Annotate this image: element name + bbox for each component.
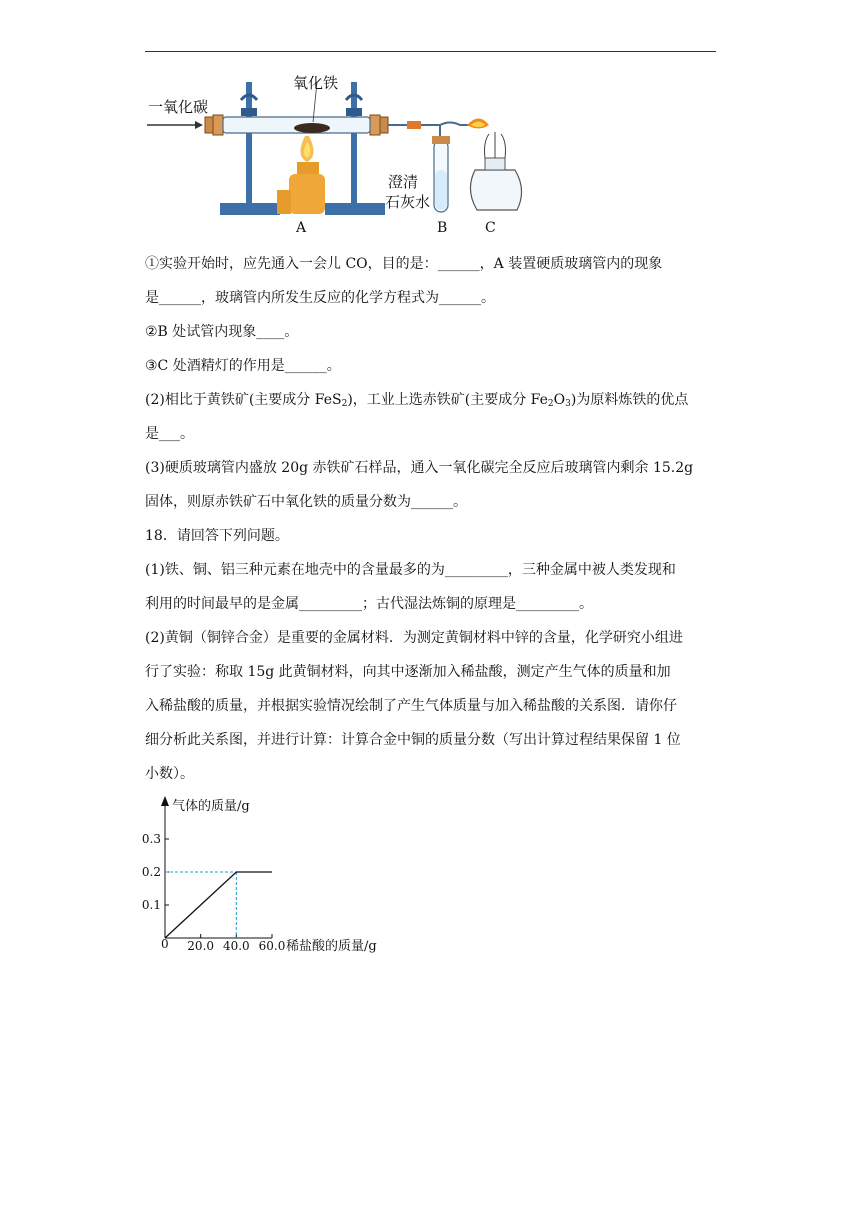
hard-glass-tube xyxy=(223,117,370,133)
label-b: B xyxy=(437,220,448,235)
q17-part1-line2: 是______，玻璃管内所发生反应的化学方程式为______。 xyxy=(145,290,495,306)
q17-part3: ③C 处酒精灯的作用是______。 xyxy=(145,358,341,374)
y-axis-label: 气体的质量/g xyxy=(172,799,250,814)
header-rule xyxy=(145,51,716,52)
left-stand-base xyxy=(220,203,280,215)
x-tick-label-1: 20.0 xyxy=(187,939,215,953)
label-limewater-1: 澄清 xyxy=(388,173,419,191)
alcohol-burner-a xyxy=(289,174,325,214)
label-a: A xyxy=(296,220,307,235)
q18-sub2-line4: 细分析此关系图，并进行计算：计算合金中铜的质量分数（写出计算过程结果保留 1 位 xyxy=(145,732,681,748)
alcohol-lamp-c xyxy=(470,170,521,210)
experiment-apparatus xyxy=(145,70,525,235)
label-co: 一氧化碳 xyxy=(148,98,209,116)
q18-sub2-line5: 小数）。 xyxy=(145,766,194,782)
q17-sub2-line2: 是___。 xyxy=(145,426,194,442)
right-stand-rod xyxy=(351,82,357,204)
right-clamp xyxy=(346,108,362,116)
y-tick-label-3: 0.3 xyxy=(141,832,161,846)
q17-sub2-line1: (2)相比于黄铁矿(主要成分 FeS$_2$)，工业上选赤铁矿(主要成分 $Fe_2O_3$)为原料炼铁的优点 xyxy=(145,392,689,409)
iron-oxide-sample xyxy=(294,123,330,133)
label-fe2o3: 氧化铁 xyxy=(293,74,339,92)
label-c: C xyxy=(485,220,496,235)
q17-sub3-line2: 固体，则原赤铁矿石中氧化铁的质量分数为______。 xyxy=(145,494,467,510)
y-tick-label-2: 0.2 xyxy=(141,865,161,879)
origin-label: 0 xyxy=(161,937,169,951)
x-axis-label: 稀盐酸的质量/g xyxy=(286,939,377,954)
series-line-1 xyxy=(165,872,272,938)
label-limewater-2: 石灰水 xyxy=(385,193,431,211)
q18-sub2-line2: 行了实验：称取 15g 此黄铜材料，向其中逐渐加入稀盐酸，测定产生气体的质量和加 xyxy=(145,664,671,680)
q17-part1-line1: ①实验开始时，应先通入一会儿 CO，目的是：______，A 装置硬质玻璃管内的现象 xyxy=(145,256,663,272)
gas-mass-chart xyxy=(140,790,400,960)
x-tick-label-2: 40.0 xyxy=(222,939,250,953)
q18-sub1-line2: 利用的时间最早的是金属_________；古代湿法炼铜的原理是_________。 xyxy=(145,596,593,612)
q17-part2: ②B 处试管内现象____。 xyxy=(145,324,299,340)
left-stand-rod xyxy=(246,82,252,204)
y-tick-label-1: 0.1 xyxy=(141,898,161,912)
left-clamp xyxy=(241,108,257,116)
q18-sub1-line1: (1)铁、铜、铝三种元素在地壳中的含量最多的为_________，三种金属中被人类发现和 xyxy=(145,562,676,578)
q18-sub2-line3: 入稀盐酸的质量，并根据实验情况绘制了产生气体质量与加入稀盐酸的关系图．请你仔 xyxy=(145,698,677,714)
q18-title: 18．请回答下列问题。 xyxy=(145,528,289,544)
right-stand-base xyxy=(325,203,385,215)
x-tick-label-3: 60.0 xyxy=(258,939,286,953)
q18-sub2-line1: (2)黄铜（铜锌合金）是重要的金属材料．为测定黄铜材料中锌的含量，化学研究小组进 xyxy=(145,630,683,646)
y-axis-arrow xyxy=(161,796,169,806)
q17-sub3-line1: (3)硬质玻璃管内盛放 20g 赤铁矿石样品，通入一氧化碳完全反应后玻璃管内剩余 15.2g xyxy=(145,460,694,476)
